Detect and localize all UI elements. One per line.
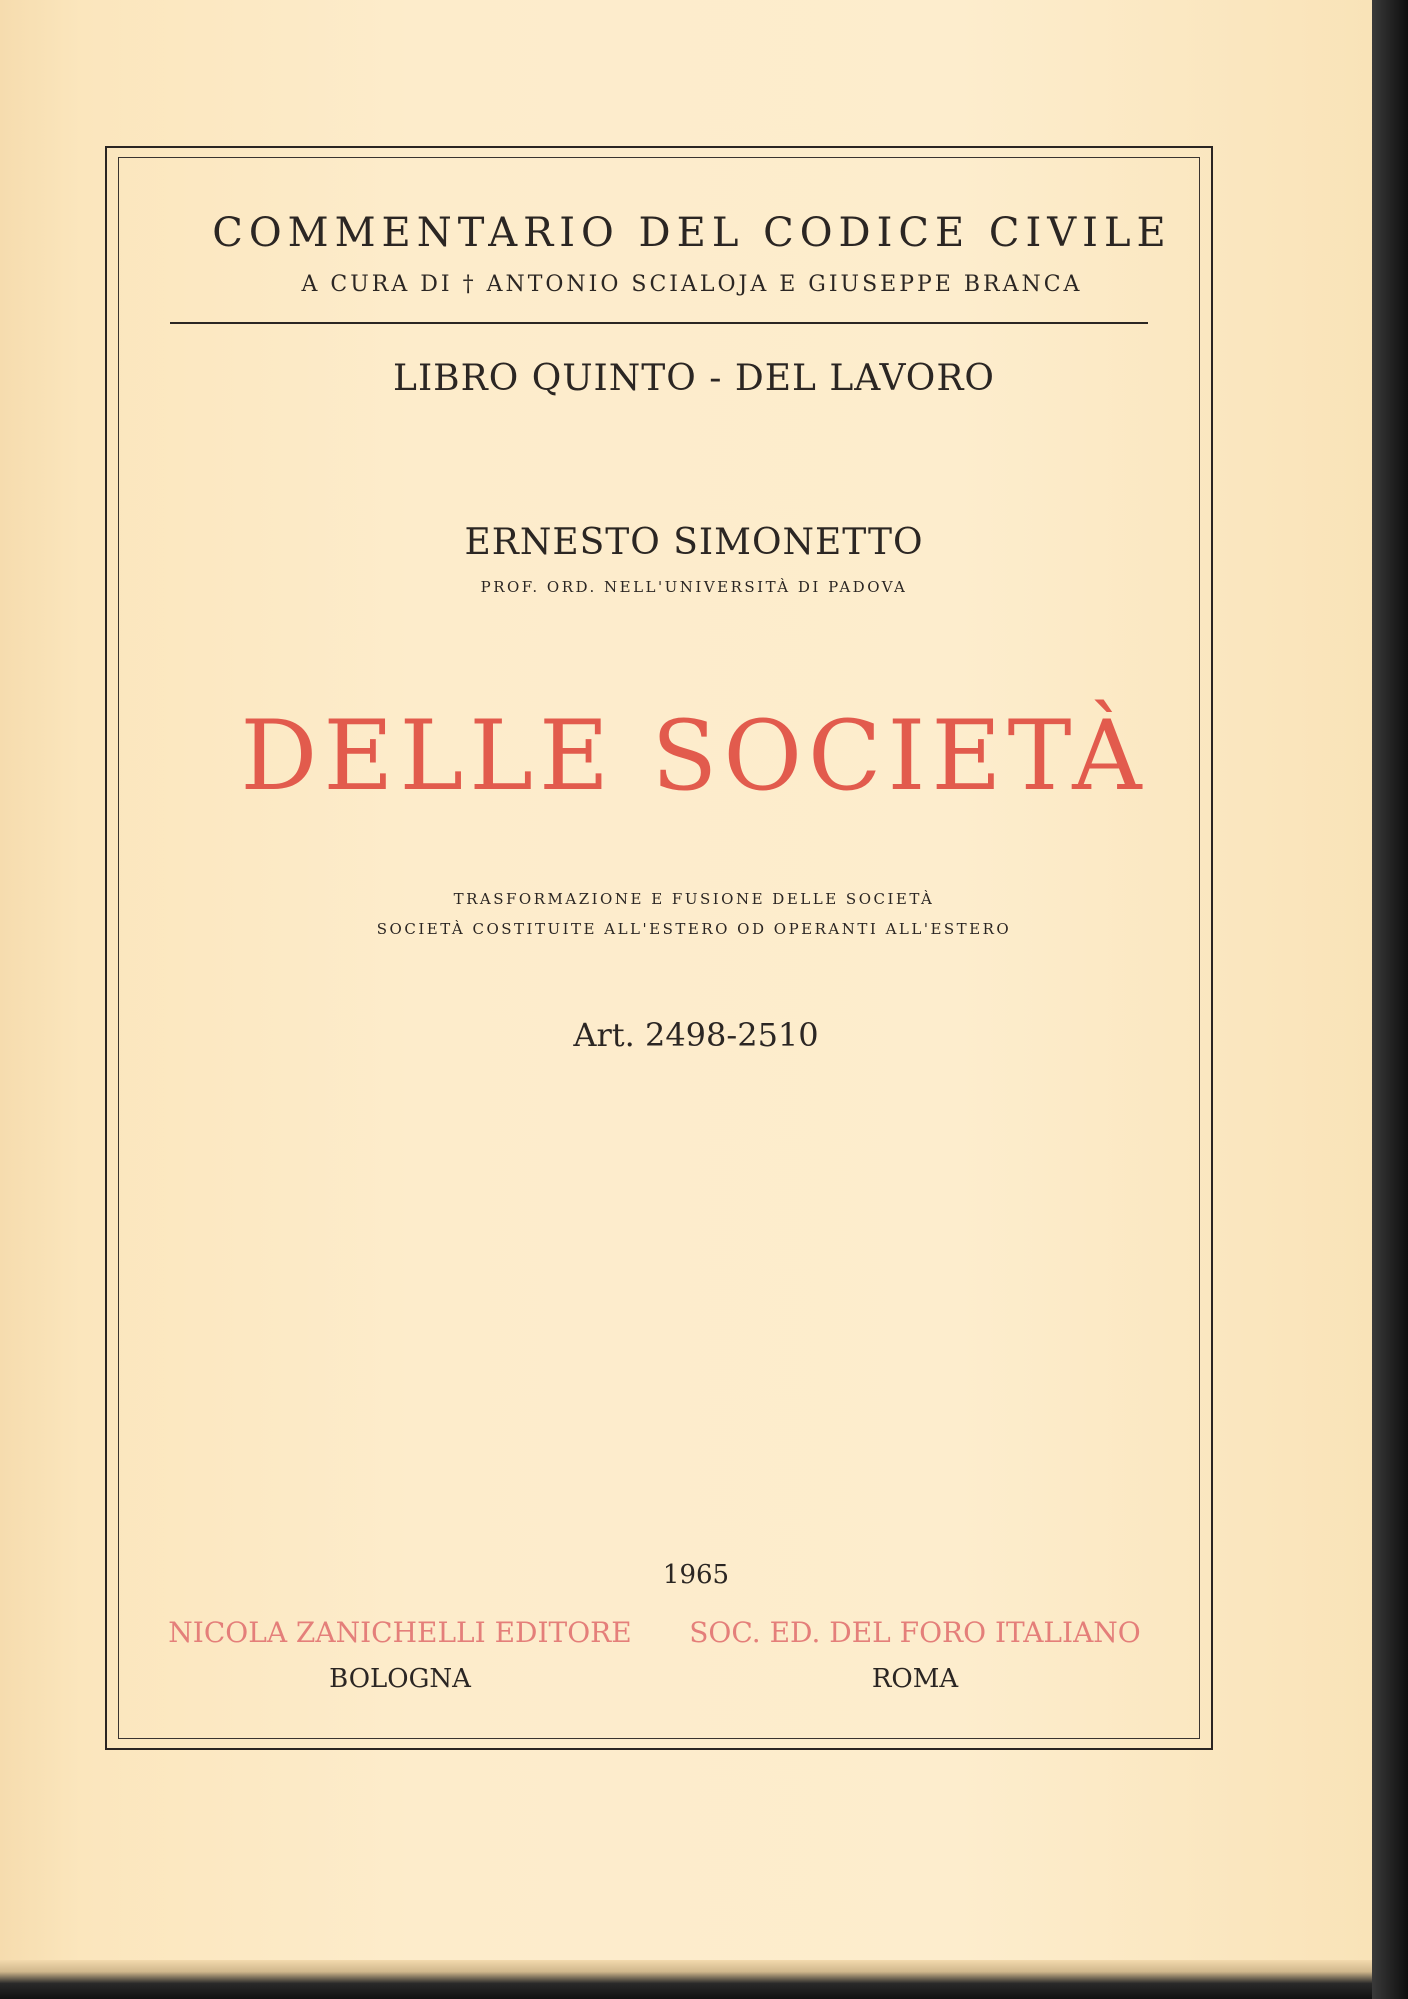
subtitle-line-1: TRASFORMAZIONE E FUSIONE DELLE SOCIETÀ (453, 890, 935, 908)
publisher-city-roma: ROMA (871, 1664, 959, 1694)
scan-shadow-right (1372, 0, 1408, 1999)
horizontal-rule (170, 322, 1148, 324)
book-section: LIBRO QUINTO - DEL LAVORO (393, 358, 995, 399)
publisher-city-bologna: BOLOGNA (329, 1664, 471, 1694)
editors-line: A CURA DI † ANTONIO SCIALOJA E GIUSEPPE BRANCA (301, 272, 1083, 297)
subtitle-line-2: SOCIETÀ COSTITUITE ALL'ESTERO OD OPERANTI ALL'ESTERO (376, 920, 1012, 938)
publication-year: 1965 (662, 1560, 730, 1590)
author-affiliation: PROF. ORD. NELL'UNIVERSITÀ DI PADOVA (480, 578, 908, 596)
publisher-name-roma: SOC. ED. DEL FORO ITALIANO (689, 1616, 1141, 1649)
series-title: COMMENTARIO DEL CODICE CIVILE (212, 210, 1172, 256)
author-name: ERNESTO SIMONETTO (464, 522, 924, 563)
publisher-name-bologna: NICOLA ZANICHELLI EDITORE (168, 1616, 632, 1649)
main-title: DELLE SOCIETÀ (240, 700, 1148, 812)
articles-range: Art. 2498-2510 (573, 1016, 819, 1054)
scan-shadow-bottom (0, 1960, 1372, 1999)
